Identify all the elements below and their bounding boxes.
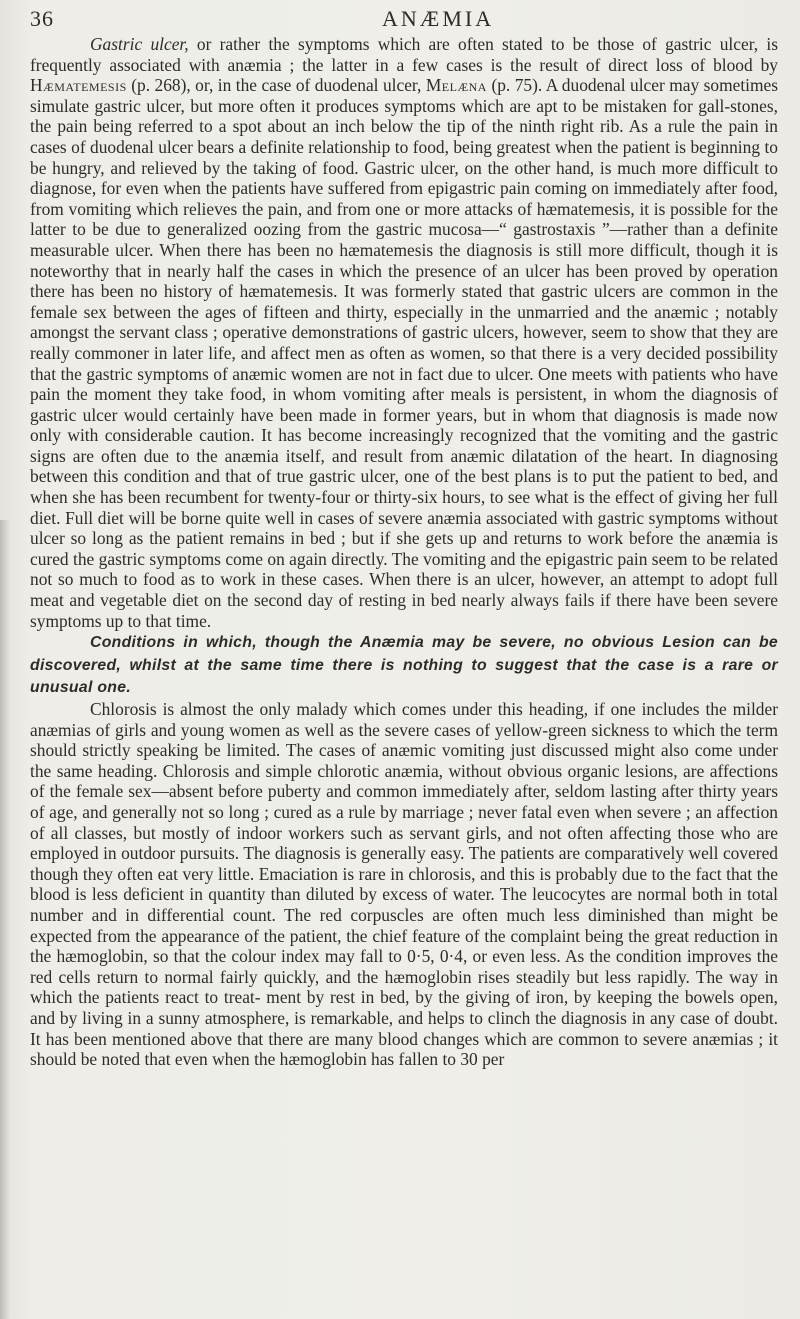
cross-reference-haematemesis: Hæmatemesis	[30, 75, 127, 96]
paragraph-text: or rather the symptoms which are often stated to be those of gastric ulcer, is frequently associated with anæmia ; the latter in a few cases is the result of direct loss of blood by	[30, 34, 779, 75]
body-text	[30, 34, 778, 1070]
paragraph-text: (p. 268), or, in the case of duodenal ulcer,	[126, 75, 426, 96]
section-heading-paragraph	[30, 631, 778, 699]
paragraph-gastric-ulcer	[30, 34, 778, 631]
paragraph-text: Chlorosis is almost the only malady which comes under this heading, if one includes the milder anæmias of girls and young women as well as the severe cases of yellow-green sickness to which the term should strictly speaking be limited. The cases of anæmic vomiting just discussed might also come under the same heading. Chlorosis and simple chlorotic anæmia, without obvious organic lesions, are affections of the female sex—absent before puberty and common immediately after, seldom lasting after thirty years of age, and generally not so long ; cured as a rule by marriage ; never fatal even when severe ; an affection of all classes, but mostly of indoor workers such as servant girls, and not often affecting those who are employed in outdoor pursuits. The diagnosis is generally easy. The patients are comparatively well covered though they often eat very little. Emaciation is rare in chlorosis, and this is probably due to the fact that the blood is less deficient in quantity than diluted by excess of water. The leucocytes are normal both in total number and in differential count. The red corpuscles are often much less diminished than might be expected from the appearance of the patient, the chief feature of the complaint being the great reduction in the hæmoglobin, so that the colour index may fall to 0·5, 0·4, or even less. As the condition improves the red cells return to normal fairly quickly, and the hæmoglobin rises steadily but less rapidly. The way in which the patients react to treat- ment by rest in bed, by the giving of iron, by keeping the bowels open, and by living in a sunny atmosphere, is remarkable, and helps to clinch the diagnosis in any case of doubt. It has been mentioned above that there are many blood changes which are common to severe anæmias ; it should be noted that even when the hæmoglobin has fallen to 30 per	[30, 699, 778, 1070]
paragraph-text: (p. 75). A duodenal ulcer may sometimes simulate gastric ulcer, but more often it produces symptoms which are apt to be mistaken for gall-stones, the pain being referred to a spot about an inch below the tip of the ninth right rib. As a rule the pain in cases of duodenal ulcer bears a definite relationship to food, being greatest when the patient is beginning to be hungry, and relieved by the taking of food. Gastric ulcer, on the other hand, is much more difficult to diagnose, for even when the patients have suffered from epigastric pain coming on immediately after food, from vomiting which relieves the pain, and from one or more attacks of hæmatemesis, it is possible for the latter to be due to generalized oozing from the gastric mucosa—“ gastrostaxis ”—rather than a definite measurable ulcer. When there has been no hæmatemesis the diagnosis is still more difficult, though it is noteworthy that in nearly half the cases in which the presence of an ulcer has been proved by operation there has been no history of hæmatemesis. It was formerly stated that gastric ulcers are common in the female sex between the ages of fifteen and thirty, especially in the unmarried and the anæmic ; notably amongst the servant class ; operative demonstrations of gastric ulcers, however, seem to show that they are really commoner in later life, and affect men as often as women, so that there is a very decided possibility that the gastric symptoms of anæmic women are not in fact due to ulcer. One meets with patients who have pain the moment they take food, in whom vomiting after meals is persistent, in whom the diagnosis of gastric ulcer would certainly have been made in former years, but in whom that diagnosis is made now only with considerable caution. It has become increasingly recognized that the vomiting and the gastric signs are often due to the anæmia itself, and result from anæmic dilatation of the heart. In diagnosing between this condition and that of true gastric ulcer, one of the best plans is to put the patient to bed, and when she has been recumbent for twenty-four or thirty-six hours, to see what is the effect of giving her full diet. Full diet will be borne quite well in cases of severe anæmia associated with gastric symptoms without ulcer so long as the patient remains in bed ; but if she gets up and returns to work before the anæmia is cured the gastric symptoms come on again directly. The vomiting and the epigastric pain seem to be related not so much to food as to work in these cases. When there is an ulcer, however, an attempt to adopt full meat and vegetable diet on the second day of resting in bed nearly always fails if there have been severe symptoms up to that time.	[30, 75, 779, 631]
page-gutter-shadow	[0, 520, 10, 1319]
running-head: ANÆMIA	[382, 6, 495, 31]
page-number: 36	[30, 6, 54, 31]
paragraph-chlorosis	[30, 699, 778, 1070]
page-header	[0, 6, 800, 34]
paragraph-lead-italic: Gastric ulcer,	[90, 34, 189, 54]
section-heading: Conditions in which, though the Anæmia may be severe, no obvious Lesion can be discovered, whilst at the same time there is nothing to suggest that the case is a rare or unusual one.	[30, 634, 778, 697]
cross-reference-melaena: Melæna	[425, 75, 487, 96]
